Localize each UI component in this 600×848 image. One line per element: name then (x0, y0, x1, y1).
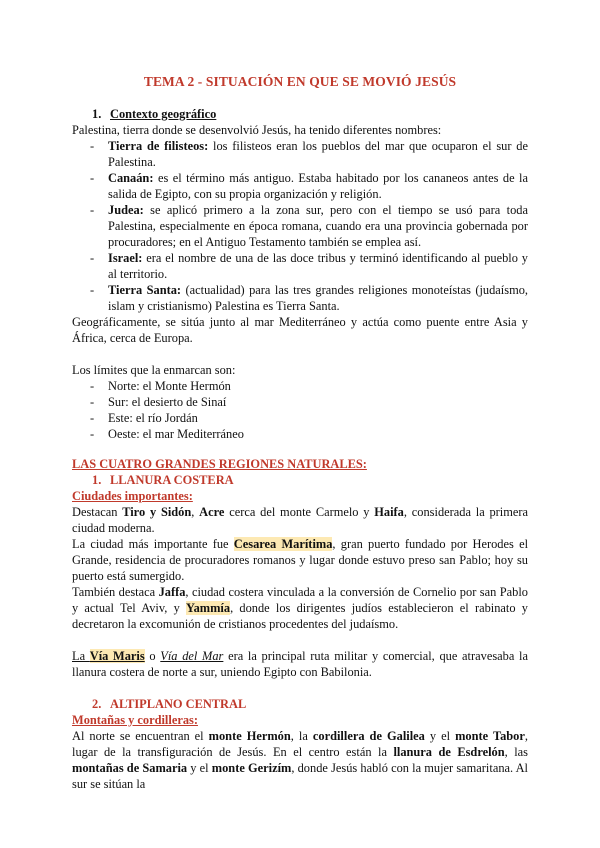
paragraph: La Vía Maris o Vía del Mar era la principal ruta militar y comercial, que atravesaba la llanura costera de norte a sur, uniendo Egipto con Babilonia. (72, 649, 528, 679)
region-heading: 1. LLANURA COSTERA (92, 473, 234, 487)
list-item: - Canaán: es el término más antiguo. Estaba habitado por los cananeos antes de la salida de Egipto, con su propia organización y religión. (90, 171, 528, 201)
section-heading-text: Contexto geográfico (110, 107, 217, 121)
list-item: - Sur: el desierto de Sinaí (90, 395, 227, 409)
intro-paragraph: Palestina, tierra donde se desenvolvió Jesús, ha tenido diferentes nombres: (72, 123, 442, 137)
list-item: - Tierra de filisteos: los filisteos eran los pueblos del mar que ocuparon el sur de Palestina. (90, 139, 528, 169)
page-title: TEMA 2 - SITUACIÓN EN QUE SE MOVIÓ JESÚS (143, 74, 457, 89)
region-heading: 2. ALTIPLANO CENTRAL (92, 697, 247, 711)
paragraph: La ciudad más importante fue Cesarea Marítima, gran puerto fundado por Herodes el Grande, residencia de procuradores romanos y lugar donde estuvo preso san Pablo; hoy su puerto está sumergido. (72, 537, 529, 583)
regions-heading: LAS CUATRO GRANDES REGIONES NATURALES: (72, 457, 367, 471)
paragraph: También destaca Jaffa, ciudad costera vinculada a la conversión de Cornelio por san Pablo y actual Tel Aviv, y Yammía, donde los dirigentes judíos establecieron el rabinato y decretaron la excomunión de cristianos procedentes del judaísmo. (72, 585, 528, 631)
list-item: - Norte: el Monte Hermón (90, 379, 231, 393)
limits-intro: Los límites que la enmarcan son: (72, 363, 236, 377)
section-number: 1. (92, 107, 102, 121)
list-item: - Este: el río Jordán (90, 411, 198, 425)
section-heading (72, 106, 528, 122)
paragraph: Destacan Tiro y Sidón, Acre cerca del monte Carmelo y Haifa, considerada la primera ciudad moderna. (72, 505, 529, 535)
list-item: - Tierra Santa: (actualidad) para las tres grandes religiones monoteístas (judaísmo, islam y cristianismo) Palestina es Tierra Santa. (90, 283, 529, 313)
region-subheading: Montañas y cordilleras: (72, 713, 198, 727)
names-list (72, 138, 528, 314)
limits-list (72, 378, 528, 442)
geo-paragraph: Geográficamente, se sitúa junto al mar Mediterráneo y actúa como puente entre Asia y África, cerca de Europa. (72, 315, 528, 345)
list-item: - Oeste: el mar Mediterráneo (90, 427, 244, 441)
list-item: - Israel: era el nombre de una de las doce tribus y terminó identificando al pueblo y al territorio. (90, 251, 528, 281)
region-subheading: Ciudades importantes: (72, 489, 193, 503)
paragraph: Al norte se encuentran el monte Hermón, la cordillera de Galilea y el monte Tabor, lugar de la transfiguración de Jesús. En el centro están la llanura de Esdrelón, las montañas de Samaria y el monte Gerizím, donde Jesús habló con la mujer samaritana. Al sur se sitúan la (72, 729, 528, 791)
section-regiones (72, 456, 528, 792)
section-contexto (72, 106, 528, 442)
list-item: - Judea: se aplicó primero a la zona sur, pero con el tiempo se usó para toda Palestina, especialmente en época romana, cuando era una provincia gobernada por procuradores; en el Antiguo Testamento también se emplea así. (90, 203, 528, 249)
